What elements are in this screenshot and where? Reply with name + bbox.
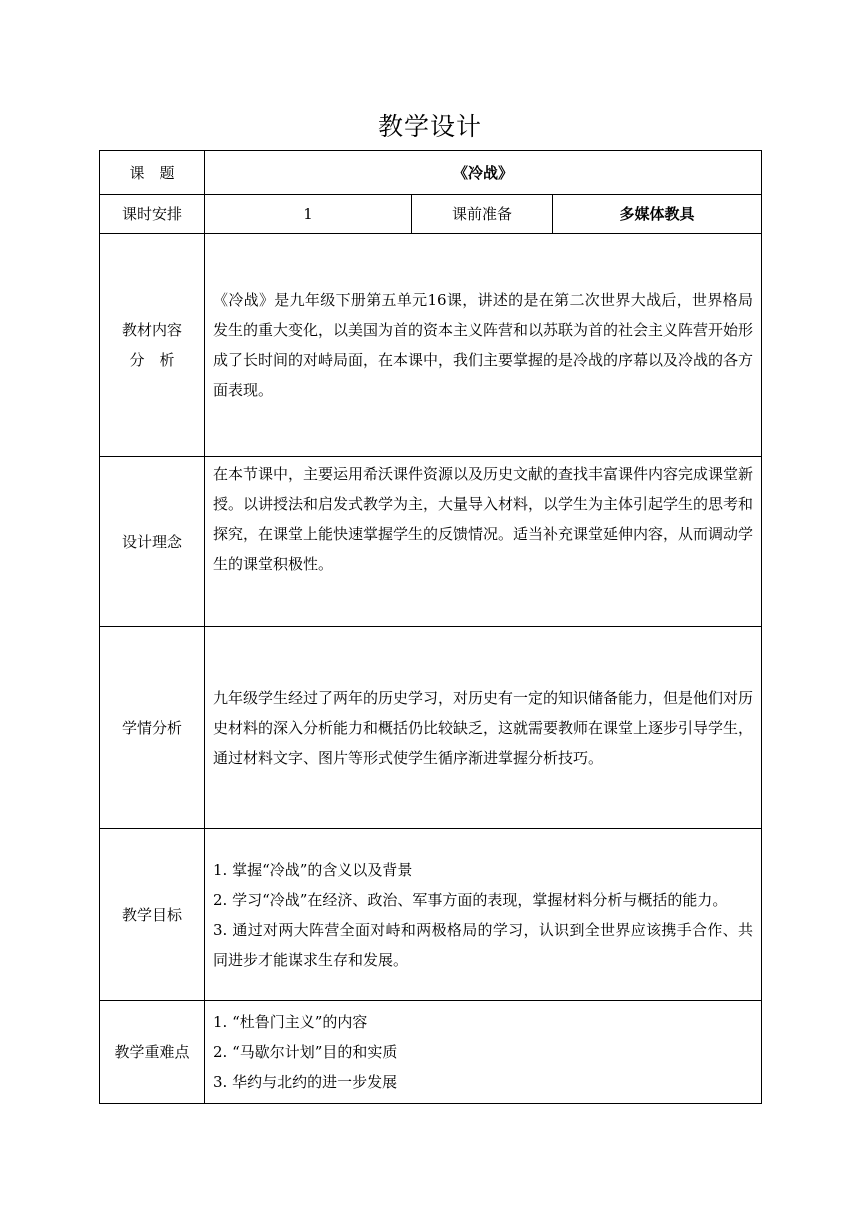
keypoint-item: 3. 华约与北约的进一步发展 xyxy=(213,1073,398,1091)
material-label xyxy=(100,234,205,457)
keypoints-row xyxy=(100,1001,762,1104)
objectives-label: 教学目标 xyxy=(100,829,205,1001)
schedule-value: 1 xyxy=(205,195,412,234)
objective-item: 1. 掌握“冷战”的含义以及背景 xyxy=(213,860,413,879)
prep-value: 多媒体教具 xyxy=(553,195,762,234)
topic-value: 《冷战》 xyxy=(205,151,762,195)
material-row xyxy=(100,234,762,457)
learners-row xyxy=(100,627,762,829)
schedule-label: 课时安排 xyxy=(100,195,205,234)
material-label-line-1: 教材内容 xyxy=(121,321,182,339)
keypoints-list xyxy=(205,1001,762,1104)
concept-text: 在本节课中，主要运用希沃课件资源以及历史文献的查找丰富课件内容完成课堂新授。以讲授法和启发式教学为主，大量导入材料，以学生为主体引起学生的思考和探究，在课堂上能快速掌握学生的反馈情况。适当补充课堂延伸内容，从而调动学生的课堂积极性。 xyxy=(205,457,762,627)
keypoints-label: 教学重难点 xyxy=(100,1001,205,1104)
objectives-row xyxy=(100,829,762,1001)
topic-label: 课 题 xyxy=(100,151,205,195)
learners-label: 学情分析 xyxy=(100,627,205,829)
material-text: 《冷战》是九年级下册第五单元16课，讲述的是在第二次世界大战后，世界格局发生的重大变化，以美国为首的资本主义阵营和以苏联为首的社会主义阵营开始形成了长时间的对峙局面，在本课中，我们主要掌握的是冷战的序幕以及冷战的各方面表现。 xyxy=(205,234,762,457)
learners-text: 九年级学生经过了两年的历史学习，对历史有一定的知识储备能力，但是他们对历史材料的深入分析能力和概括仍比较缺乏，这就需要教师在课堂上逐步引导学生，通过材料文字、图片等形式使学生循序渐进掌握分析技巧。 xyxy=(205,627,762,829)
material-label-line-2: 分 析 xyxy=(129,351,175,369)
keypoint-item: 2. “马歇尔计划”目的和实质 xyxy=(213,1043,398,1061)
lesson-plan-table xyxy=(99,150,762,1104)
document-title: 教学设计 xyxy=(377,112,482,141)
keypoint-item: 1. “杜鲁门主义”的内容 xyxy=(213,1013,368,1031)
objective-item: 3. 通过对两大阵营全面对峙和两极格局的学习，认识到全世界应该携手合作、共同进步才能谋求生存和发展。 xyxy=(213,920,753,969)
objectives-list xyxy=(205,829,762,1001)
concept-label: 设计理念 xyxy=(100,457,205,627)
concept-row xyxy=(100,457,762,627)
schedule-row xyxy=(100,195,762,234)
topic-row xyxy=(100,151,762,195)
objective-item: 2. 学习“冷战”在经济、政治、军事方面的表现，掌握材料分析与概括的能力。 xyxy=(213,890,728,909)
prep-label: 课前准备 xyxy=(412,195,553,234)
